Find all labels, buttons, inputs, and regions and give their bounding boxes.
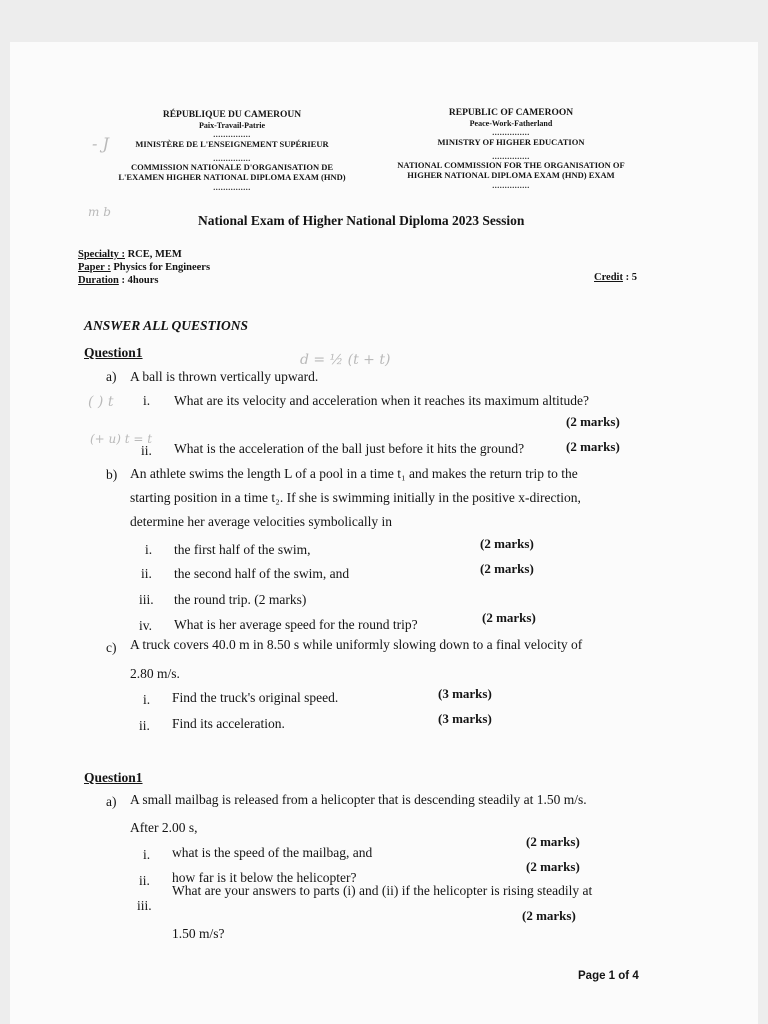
- paper-value: Physics for Engineers: [110, 262, 211, 273]
- question-heading: Question1: [84, 770, 143, 785]
- subpart-text: What are its velocity and acceleration when it reaches its maximum altitude?: [174, 393, 589, 408]
- exam-meta: [78, 248, 210, 287]
- divider-dots: ...............: [492, 128, 530, 138]
- marks-label: (2 marks): [480, 536, 534, 551]
- divider-dots: ...............: [213, 182, 251, 192]
- subpart-text: What is her average speed for the round trip?: [174, 617, 418, 632]
- marks-label: (2 marks): [482, 610, 536, 625]
- marks-label: (2 marks): [566, 414, 620, 429]
- subpart-number: iii.: [137, 898, 152, 913]
- part-text-line: A small mailbag is released from a helicopter that is descending steadily at 1.50 m/s.: [130, 792, 587, 807]
- subpart-text: the first half of the swim,: [174, 542, 311, 557]
- subpart-text: What are your answers to parts (i) and (ii) if the helicopter is rising steadily at: [172, 883, 593, 898]
- duration-line: [78, 274, 210, 287]
- part-label: b): [106, 467, 118, 482]
- divider-dots: ...............: [492, 152, 530, 162]
- pencil-scribble-icon: (+ u) t = t: [90, 432, 153, 446]
- part-text-line: After 2.00 s,: [130, 820, 198, 835]
- marks-label: (3 marks): [438, 711, 492, 726]
- specialty-value: RCE, MEM: [124, 249, 182, 260]
- duration-label: Duration: [78, 275, 119, 286]
- marks-label: (2 marks): [526, 834, 580, 849]
- subpart-text: the round trip. (2 marks): [174, 592, 307, 607]
- motto-fr: Paix-Travail-Patrie: [198, 120, 266, 130]
- divider-dots: ...............: [213, 130, 251, 140]
- marks-label: (2 marks): [566, 439, 620, 454]
- subpart-text: What is the acceleration of the ball just before it hits the ground?: [174, 441, 525, 456]
- motto-en: Peace-Work-Fatherland: [469, 118, 553, 128]
- part-text-line: determine her average velocities symbolically in: [130, 514, 393, 529]
- subpart-number: ii.: [139, 718, 150, 733]
- part-label: c): [106, 640, 117, 655]
- part-text-line: An athlete swims the length L of a pool in a time t₁ and makes the return trip to the: [130, 466, 578, 481]
- marks-label: (2 marks): [526, 859, 580, 874]
- credit-label: Credit: [594, 272, 623, 283]
- paper-line: [78, 261, 210, 274]
- pencil-scribble-icon: - J: [92, 134, 109, 153]
- page-number: Page 1 of 4: [578, 970, 639, 982]
- exam-title: National Exam of Higher National Diploma 2023 Session: [198, 213, 525, 228]
- duration-value: : 4hours: [118, 275, 159, 286]
- part-label: a): [106, 369, 117, 384]
- commission-en-line2: HIGHER NATIONAL DIPLOMA EXAM (HND) EXAM: [407, 170, 615, 181]
- part-text: A ball is thrown vertically upward.: [130, 369, 319, 384]
- marks-label: (2 marks): [522, 908, 576, 923]
- subpart-number: i.: [143, 847, 151, 862]
- credit-line: [594, 272, 637, 283]
- subpart-number: iii.: [139, 592, 154, 607]
- specialty-line: [78, 248, 210, 261]
- marks-label: (3 marks): [438, 686, 492, 701]
- subpart-number: i.: [145, 542, 153, 557]
- commission-fr-line1: COMMISSION NATIONALE D'ORGANISATION DE: [130, 162, 334, 173]
- ministry-fr: MINISTÈRE DE L'ENSEIGNEMENT SUPÉRIEUR: [135, 139, 329, 150]
- divider-dots: ...............: [492, 180, 530, 190]
- marks-label: (2 marks): [480, 561, 534, 576]
- part-text-line: 2.80 m/s.: [130, 666, 180, 681]
- divider-dots: ...............: [213, 154, 251, 164]
- credit-value: : 5: [622, 272, 637, 283]
- subpart-number: i.: [143, 393, 151, 408]
- republic-fr: RÉPUBLIQUE DU CAMEROUN: [162, 110, 302, 120]
- subpart-text: the second half of the swim, and: [174, 566, 350, 581]
- ministry-en: MINISTRY OF HIGHER EDUCATION: [437, 137, 585, 148]
- subpart-number: ii.: [139, 873, 150, 888]
- part-text-line: starting position in a time t₂. If she is swimming initially in the positive x-direction,: [130, 490, 581, 505]
- pencil-scribble-icon: d = ½ (t + t): [300, 352, 391, 368]
- subpart-text: Find the truck's original speed.: [172, 690, 339, 705]
- subpart-number: i.: [143, 692, 151, 707]
- commission-en-line1: NATIONAL COMMISSION FOR THE ORGANISATION OF: [397, 160, 625, 171]
- part-text-line: A truck covers 40.0 m in 8.50 s while uniformly slowing down to a final velocity of: [130, 637, 583, 652]
- republic-en: REPUBLIC OF CAMEROON: [448, 108, 574, 118]
- subpart-number: ii.: [141, 566, 152, 581]
- specialty-label: Specialty :: [78, 249, 125, 260]
- question-heading: Question1: [84, 345, 143, 360]
- subpart-text: what is the speed of the mailbag, and: [172, 845, 373, 860]
- instruction: ANSWER ALL QUESTIONS: [84, 318, 249, 333]
- part-label: a): [106, 794, 117, 809]
- paper-label: Paper :: [78, 262, 111, 273]
- pencil-scribble-icon: ( ) t: [88, 394, 114, 410]
- header-fr: [96, 110, 368, 192]
- commission-fr-line2: L'EXAMEN HIGHER NATIONAL DIPLOMA EXAM (HND): [118, 172, 346, 183]
- subpart-text-line: 1.50 m/s?: [172, 926, 225, 941]
- header-en: [378, 108, 644, 190]
- subpart-text: how far is it below the helicopter?: [172, 870, 357, 885]
- subpart-text: Find its acceleration.: [172, 716, 285, 731]
- pencil-scribble-icon: m b: [88, 205, 111, 219]
- subpart-number: iv.: [139, 618, 152, 633]
- subpart-number: ii.: [141, 443, 152, 458]
